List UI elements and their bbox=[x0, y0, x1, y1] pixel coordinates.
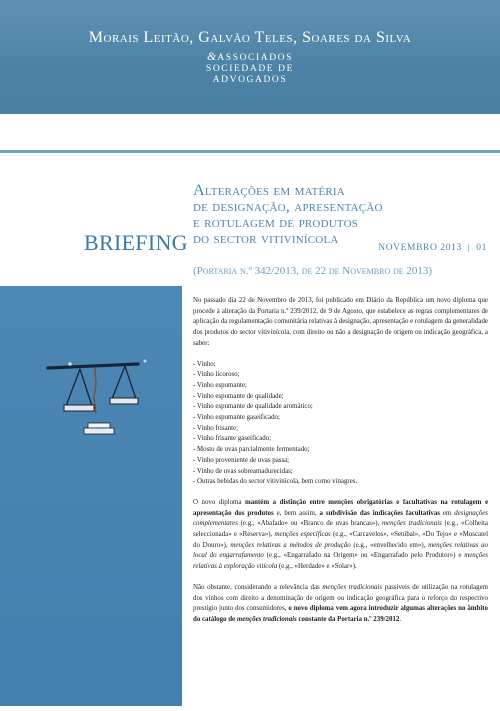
scales-of-justice-icon bbox=[0, 286, 182, 706]
italic-run: designações complementares bbox=[193, 509, 488, 528]
list-item: - Vinho de uvas sobreamadurecidas; bbox=[193, 467, 293, 475]
text-run: (e.g., «Colheita seleccionada» e «Reserva»), bbox=[193, 520, 488, 539]
text-run: (e.g., «Abafado» ou «Branco de uvas brancas»), bbox=[237, 520, 383, 528]
list-item: - Vinho espumante de qualidade; bbox=[193, 392, 284, 400]
list-item: - Vinho espumante de qualidade aromático; bbox=[193, 403, 313, 411]
text-run: (e.g., «Engarrafado na Origem» ou «Engarrafado pelo Produtor») e bbox=[263, 552, 465, 560]
text-run: O novo diploma bbox=[193, 498, 245, 506]
band-divider bbox=[0, 150, 500, 153]
italic-run: menções tradicionais bbox=[322, 583, 383, 591]
list-item: - Vinho licoroso; bbox=[193, 371, 240, 379]
title-line: e rotulagem de produtos bbox=[193, 213, 359, 231]
sociedade-label: SOCIEDADE DE bbox=[205, 64, 295, 74]
firm-name: Morais Leitão, Galvão Teles, Soares da Silva bbox=[88, 29, 412, 46]
bold-run: o novo diploma vem agora introduzir algumas alterações no âmbito do catálogo de bbox=[193, 605, 489, 623]
advogados-label: ADVOGADOS bbox=[212, 75, 288, 85]
italic-run: menções tradicionais bbox=[382, 520, 442, 528]
text-run: passíveis de utilização na rotulagem dos vinhos com direito a denominação de origem ou indicação geográfica para o reforço do respectivo prestígio junto dos consumidores, bbox=[193, 583, 488, 613]
issue-separator: | bbox=[467, 243, 471, 253]
header-banner bbox=[0, 0, 500, 114]
document-title bbox=[193, 182, 493, 246]
text-run: (e.g., «envelhecido em»), bbox=[350, 541, 429, 549]
intro-paragraph: No passado dia 22 de Novembro de 2013, foi publicado em Diário da República um novo diploma que procede à alteração da Portaria n.º 239/2012, de 9 de Agosto, que estabelece as regras complementares de aplicação da regulamentação comunitária relativas à designação, apresentação e rotulagem da generalidade dos produtos do sector vitivinícola, com direito ou não a designação de origem ou indicação geográfica, a saber: bbox=[193, 297, 488, 347]
text-run: Não obstante, considerando a relevância das bbox=[193, 583, 323, 591]
list-item: - Outras bebidas do sector vitivinícola, bem como vinagres. bbox=[193, 478, 358, 486]
title-line: de designação, apresentação bbox=[193, 197, 383, 215]
scales-image bbox=[0, 286, 182, 706]
text-run: (e.g., «Herdade» e «Solar»). bbox=[277, 563, 357, 571]
traditional-mentions-paragraph bbox=[193, 583, 488, 626]
list-item: - Vinho frisante; bbox=[193, 424, 239, 432]
title-line: Alterações em matéria bbox=[193, 181, 345, 199]
document-subtitle: (Portaria n.º 342/2013, de 22 de Novembro de 2013) bbox=[193, 265, 433, 277]
issue-number: 01 bbox=[476, 243, 487, 253]
distinction-paragraph bbox=[193, 498, 488, 573]
list-item: - Vinho proveniente de uvas passa; bbox=[193, 456, 290, 464]
list-item: - Vinho espumante; bbox=[193, 381, 247, 389]
list-item: - Vinho frisante gaseificado; bbox=[193, 435, 272, 443]
briefing-label: BRIEFING bbox=[84, 230, 188, 255]
title-line: do sector vitivinícola bbox=[193, 229, 339, 247]
list-item: - Vinho espumante gaseificado; bbox=[193, 414, 280, 422]
article-body bbox=[193, 296, 488, 636]
italic-run: menções relativas a métodos de produção bbox=[230, 541, 351, 549]
italic-run: menções relativas à exploração vitícola bbox=[193, 552, 488, 571]
bold-italic-run: menções tradicionais bbox=[236, 615, 297, 623]
text-run: em bbox=[440, 509, 455, 517]
ampersand: & bbox=[207, 49, 217, 63]
list-item: - Mosto de uvas parcialmente fermentado; bbox=[193, 446, 310, 454]
product-list bbox=[193, 360, 488, 488]
associados-label: ASSOCIADOS bbox=[217, 53, 293, 63]
firm-associados bbox=[0, 51, 500, 64]
bold-run: constante da Portaria n.º 239/2012 bbox=[296, 615, 400, 623]
italic-run: menções relativas ao local do engarrafamento bbox=[193, 541, 488, 560]
firm-subtitle bbox=[0, 51, 500, 86]
issue-date: NOVEMBRO 2013 bbox=[378, 243, 462, 253]
bold-run: mantém a distinção entre menções obrigatórias e facultativas na rotulagem e apresentação dos produtos bbox=[193, 498, 488, 517]
bold-run: a subdivisão das indicações facultativas bbox=[319, 509, 440, 517]
list-item: - Vinho; bbox=[193, 360, 216, 368]
text-run: e, bem assim, bbox=[273, 509, 320, 517]
text-run: . bbox=[399, 615, 402, 623]
italic-run: menções específicas bbox=[274, 531, 331, 539]
text-run: (e.g., «Carcavelos», «Setúbal», «Do Tejo» e «Moscatel do Douro»), bbox=[193, 531, 488, 549]
